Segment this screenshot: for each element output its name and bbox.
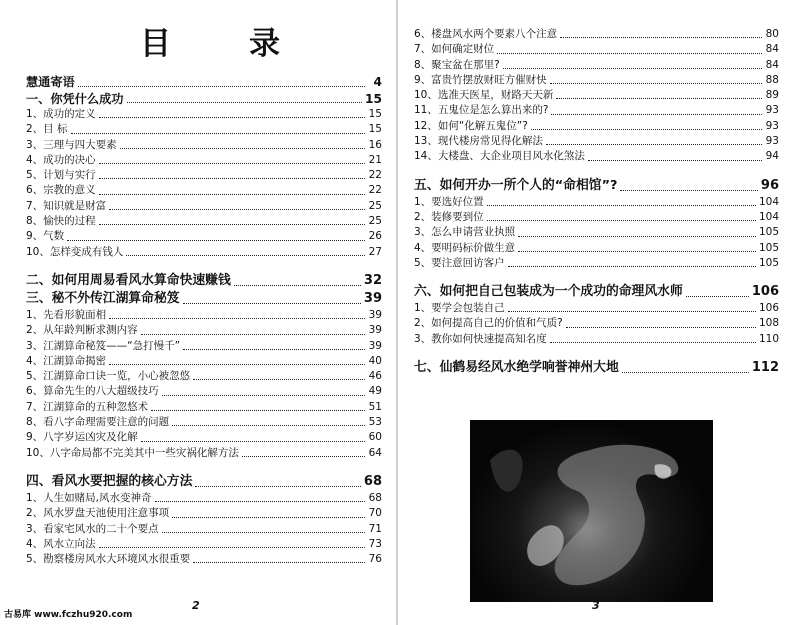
toc-entry-page: 15: [368, 108, 382, 120]
toc-entry[interactable]: [414, 177, 779, 195]
toc-entry-page: 22: [368, 184, 382, 197]
toc-entry[interactable]: [26, 214, 382, 229]
toc-leader-dots: [588, 159, 762, 161]
title-char-2: 录: [249, 26, 280, 62]
toc-leader-dots: [172, 516, 365, 518]
toc-entry-page: 93: [765, 135, 779, 148]
toc-leader-dots: [242, 455, 365, 457]
toc-leader-dots: [550, 341, 756, 343]
toc-entry-page: 84: [765, 43, 779, 56]
toc-entry-label: 6、楼盘风水两个要素八个注意: [414, 28, 558, 40]
toc-entry[interactable]: [26, 323, 382, 338]
toc-leader-dots: [126, 254, 365, 256]
toc-leader-dots: [99, 116, 365, 118]
toc-entry-label: 7、如何确定财位: [414, 43, 495, 56]
toc-entry-page: 4: [373, 75, 382, 89]
toc-entry[interactable]: [26, 506, 382, 521]
toc-entry-page: 88: [765, 73, 779, 86]
toc-leader-dots: [183, 348, 365, 350]
toc-entry[interactable]: [26, 384, 382, 399]
toc-spacer: [414, 347, 779, 359]
toc-entry-label: 5、江湖算命口诀一览，小心被忽悠: [26, 370, 191, 383]
toc-entry-label: 14、大楼盘、大企业项目风水化煞法: [414, 150, 585, 163]
toc-entry[interactable]: [26, 308, 382, 323]
toc-leader-dots: [155, 500, 365, 502]
toc-entry[interactable]: [414, 134, 779, 149]
toc-leader-dots: [120, 147, 365, 149]
toc-entry-page: 105: [758, 256, 779, 269]
toc-entry-label: 4、要明码标价做生意: [414, 241, 516, 254]
toc-entry-label: 2、风水罗盘天池使用注意事项: [26, 507, 170, 520]
toc-leader-dots: [109, 317, 365, 319]
toc-entry-page: 22: [368, 169, 382, 182]
toc-entry-page: 64: [368, 446, 382, 459]
toc-entry-label: 三、秘不外传江湖算命秘笈: [26, 290, 180, 306]
toc-entry-page: 96: [760, 177, 779, 193]
toc-spacer: [414, 165, 779, 177]
toc-entry-page: 106: [751, 284, 779, 300]
toc-entry-label: 2、如何提高自己的价值和气质?: [414, 317, 563, 330]
toc-entry-label: 10、八字命局都不完美其中一些灾祸化解方法: [26, 446, 239, 459]
toc-entry-label: 3、教你如何快速提高知名度: [414, 332, 547, 345]
toc-leader-dots: [551, 113, 762, 115]
toc-entry-page: 32: [363, 272, 382, 288]
toc-entry-label: 8、愉快的过程: [26, 215, 96, 228]
toc-entry-label: 1、要学会包装自己: [414, 302, 505, 315]
toc-entry-page: 46: [368, 370, 382, 383]
toc-entry-page: 104: [758, 195, 779, 208]
toc-entry[interactable]: [26, 290, 382, 308]
toc-entry-page: 70: [368, 507, 382, 520]
toc-entry[interactable]: [414, 119, 779, 134]
toc-leader-dots: [508, 265, 756, 267]
toc-leader-dots: [99, 193, 365, 195]
toc-entry-label: 7、江湖算命的五种忽悠术: [26, 400, 149, 413]
toc-entry-page: 39: [368, 324, 382, 337]
toc-entry-page: 53: [368, 416, 382, 429]
toc-entry-label: 10、选准天医星，财路天天新: [414, 89, 554, 102]
toc-entry-label: 9、八字岁运凶灾及化解: [26, 431, 138, 444]
toc-leader-dots: [99, 223, 365, 225]
toc-entry-label: 9、富贵竹摆放财旺方催财快: [414, 73, 547, 86]
toc-leader-dots: [497, 52, 762, 54]
toc-entry-page: 39: [368, 339, 382, 352]
toc-entry-page: 26: [368, 230, 382, 243]
toc-leader-dots: [686, 295, 749, 297]
toc-entry[interactable]: [414, 58, 779, 73]
toc-entry[interactable]: [414, 195, 779, 210]
toc-entry[interactable]: [414, 225, 779, 240]
toc-entry[interactable]: [26, 245, 382, 260]
toc-entry[interactable]: [26, 107, 382, 122]
toc-leader-dots: [162, 531, 365, 533]
toc-entry-label: 6、算命先生的八大超级技巧: [26, 385, 159, 398]
toc-leader-dots: [620, 189, 758, 191]
toc-entry-label: 8、看八字命理需要注意的问题: [26, 416, 170, 429]
toc-entry[interactable]: [26, 272, 382, 290]
toc-leader-dots: [67, 239, 365, 241]
toc-entry-label: 5、计划与实行: [26, 169, 96, 182]
toc-entry-page: 39: [368, 308, 382, 321]
toc-entry[interactable]: [26, 369, 382, 384]
toc-leader-dots: [503, 67, 762, 69]
toc-leader-dots: [99, 177, 365, 179]
toc-leader-dots: [518, 250, 756, 252]
toc-entry[interactable]: [26, 415, 382, 430]
toc-entry[interactable]: [414, 210, 779, 225]
toc-left-list: [26, 74, 382, 567]
toc-entry[interactable]: [26, 138, 382, 153]
toc-entry-label: 2、从年龄判断求测内容: [26, 324, 138, 337]
toc-entry[interactable]: [414, 73, 779, 88]
toc-entry-label: 1、要选好位置: [414, 195, 484, 208]
toc-entry-label: 4、成功的决心: [26, 153, 96, 166]
toc-entry[interactable]: [414, 42, 779, 57]
toc-entry-page: 15: [365, 91, 382, 106]
toc-entry-page: 16: [368, 138, 382, 151]
toc-leader-dots: [172, 424, 365, 426]
toc-leader-dots: [487, 204, 756, 206]
toc-entry-page: 106: [758, 302, 779, 315]
toc-leader-dots: [183, 302, 361, 304]
toc-entry-page: 21: [368, 153, 382, 166]
toc-entry[interactable]: [26, 339, 382, 354]
toc-entry-page: 25: [368, 215, 382, 228]
page-number-right: 3: [592, 599, 600, 612]
toc-entry[interactable]: [26, 91, 382, 108]
toc-entry[interactable]: [26, 430, 382, 445]
toc-entry[interactable]: [414, 332, 779, 347]
toc-entry-label: 五、如何开办一所个人的“命相馆”?: [414, 177, 618, 193]
toc-entry[interactable]: [414, 27, 779, 42]
toc-entry-page: 60: [368, 431, 382, 444]
toc-entry[interactable]: [26, 153, 382, 168]
toc-entry-label: 六、如何把自己包装成为一个成功的命理风水师: [414, 284, 683, 300]
toc-leader-dots: [127, 101, 363, 103]
toc-entry-page: 89: [765, 89, 779, 102]
toc-leader-dots: [531, 128, 762, 130]
horse-photo: [470, 420, 713, 602]
toc-entry[interactable]: [26, 354, 382, 369]
toc-entry-page: 40: [368, 354, 382, 367]
toc-entry-page: 93: [765, 104, 779, 117]
toc-entry[interactable]: [26, 537, 382, 552]
toc-entry[interactable]: [414, 359, 779, 377]
toc-entry-label: 7、知识就是财富: [26, 199, 107, 212]
toc-entry[interactable]: [26, 229, 382, 244]
toc-leader-dots: [560, 36, 762, 38]
toc-entry-page: 84: [765, 58, 779, 71]
page-number-left: 2: [192, 599, 200, 612]
toc-leader-dots: [487, 219, 756, 221]
toc-leader-dots: [195, 485, 361, 487]
toc-leader-dots: [99, 162, 365, 164]
toc-leader-dots: [193, 378, 365, 380]
toc-entry[interactable]: [414, 316, 779, 331]
toc-entry-label: 慧通寄语: [26, 75, 75, 89]
toc-leader-dots: [141, 333, 365, 335]
toc-entry[interactable]: [26, 473, 382, 491]
toc-leader-dots: [234, 284, 361, 286]
toc-entry-page: 94: [765, 150, 779, 163]
toc-entry-page: 51: [368, 400, 382, 413]
toc-entry-label: 3、三理与四大要素: [26, 138, 117, 151]
toc-entry-label: 4、江湖算命揭密: [26, 354, 107, 367]
toc-entry[interactable]: [26, 491, 382, 506]
page-title: [140, 18, 280, 63]
toc-entry-page: 112: [751, 360, 779, 376]
toc-entry[interactable]: [26, 168, 382, 183]
toc-entry[interactable]: [26, 74, 382, 91]
toc-entry[interactable]: [414, 103, 779, 118]
toc-entry-label: 5、勘察楼房风水大环境风水很重要: [26, 553, 191, 566]
toc-entry[interactable]: [414, 256, 779, 271]
toc-right-list: [414, 27, 779, 377]
toc-entry[interactable]: [26, 446, 382, 461]
toc-leader-dots: [566, 326, 756, 328]
toc-leader-dots: [99, 546, 365, 548]
toc-entry-page: 49: [368, 385, 382, 398]
toc-entry-label: 5、要注意回访客户: [414, 256, 505, 269]
toc-leader-dots: [193, 561, 365, 563]
page-gutter: [396, 0, 398, 625]
toc-leader-dots: [508, 310, 756, 312]
toc-entry-label: 12、如何“化解五鬼位”?: [414, 119, 528, 132]
toc-leader-dots: [109, 363, 365, 365]
toc-leader-dots: [518, 235, 756, 237]
toc-entry-label: 四、看风水要把握的核心方法: [26, 473, 193, 489]
toc-entry-label: 13、现代楼房常见得化解法: [414, 135, 543, 148]
toc-entry-page: 25: [368, 199, 382, 212]
toc-entry[interactable]: [26, 552, 382, 567]
toc-entry-page: 39: [363, 290, 382, 306]
toc-spacer: [26, 461, 382, 473]
toc-entry-label: 3、江湖算命秘笈——“急打慢千”: [26, 339, 181, 352]
toc-leader-dots: [622, 371, 749, 373]
toc-entry-label: 3、怎么申请营业执照: [414, 226, 516, 239]
toc-leader-dots: [151, 409, 365, 411]
toc-entry-label: 1、先看形貌面相: [26, 308, 107, 321]
toc-entry-label: 二、如何用周易看风水算命快速赚钱: [26, 272, 231, 288]
toc-entry[interactable]: [414, 149, 779, 164]
toc-entry-page: 15: [368, 123, 382, 136]
toc-entry-page: 76: [368, 553, 382, 566]
toc-entry-label: 一、你凭什么成功: [26, 91, 124, 106]
toc-entry[interactable]: [414, 301, 779, 316]
toc-entry-page: 104: [758, 210, 779, 223]
toc-entry-page: 27: [368, 245, 382, 258]
toc-spacer: [26, 260, 382, 272]
toc-entry-page: 68: [363, 473, 382, 489]
toc-entry-page: 108: [758, 317, 779, 330]
toc-leader-dots: [78, 85, 365, 87]
toc-entry-label: 8、聚宝盆在那里?: [414, 58, 500, 71]
footer-site: 古易库 www.fczhu920.com: [4, 610, 133, 620]
toc-leader-dots: [109, 208, 365, 210]
toc-leader-dots: [546, 143, 762, 145]
toc-entry[interactable]: [26, 400, 382, 415]
toc-entry-label: 11、五鬼位是怎么算出来的?: [414, 104, 549, 117]
toc-entry[interactable]: [414, 283, 779, 301]
toc-entry-page: 68: [368, 491, 382, 504]
toc-entry-label: 10、怎样变成有钱人: [26, 245, 124, 258]
toc-entry-label: 4、风水立向法: [26, 537, 96, 550]
toc-entry-label: 1、成功的定义: [26, 108, 96, 120]
toc-entry-page: 71: [368, 522, 382, 535]
toc-leader-dots: [162, 394, 365, 396]
toc-leader-dots: [550, 82, 762, 84]
toc-entry[interactable]: [414, 241, 779, 256]
toc-entry-page: 110: [758, 332, 779, 345]
toc-entry[interactable]: [26, 122, 382, 137]
toc-entry-label: 6、宗教的意义: [26, 184, 96, 197]
toc-entry-label: 2、目 标: [26, 123, 68, 136]
toc-entry-label: 1、人生如赌局,风水变神奇: [26, 491, 152, 504]
toc-entry-page: 105: [758, 241, 779, 254]
toc-entry-label: 七、仙鹤易经风水绝学响誉神州大地: [414, 360, 619, 376]
horse-silhouette-icon: [470, 420, 713, 602]
toc-entry[interactable]: [26, 522, 382, 537]
toc-entry-page: 80: [765, 28, 779, 40]
toc-leader-dots: [556, 97, 762, 99]
left-page: [0, 0, 396, 625]
toc-spacer: [414, 271, 779, 283]
toc-entry[interactable]: [26, 199, 382, 214]
toc-leader-dots: [141, 440, 365, 442]
toc-entry-page: 73: [368, 537, 382, 550]
toc-entry[interactable]: [414, 88, 779, 103]
toc-entry-page: 93: [765, 119, 779, 132]
toc-entry-label: 3、看家宅风水的二十个要点: [26, 522, 159, 535]
toc-entry[interactable]: [26, 183, 382, 198]
toc-entry-page: 105: [758, 226, 779, 239]
toc-entry-label: 9、气数: [26, 230, 65, 243]
toc-leader-dots: [71, 132, 365, 134]
title-char-1: 目: [140, 26, 171, 62]
toc-entry-label: 2、装修要到位: [414, 210, 484, 223]
